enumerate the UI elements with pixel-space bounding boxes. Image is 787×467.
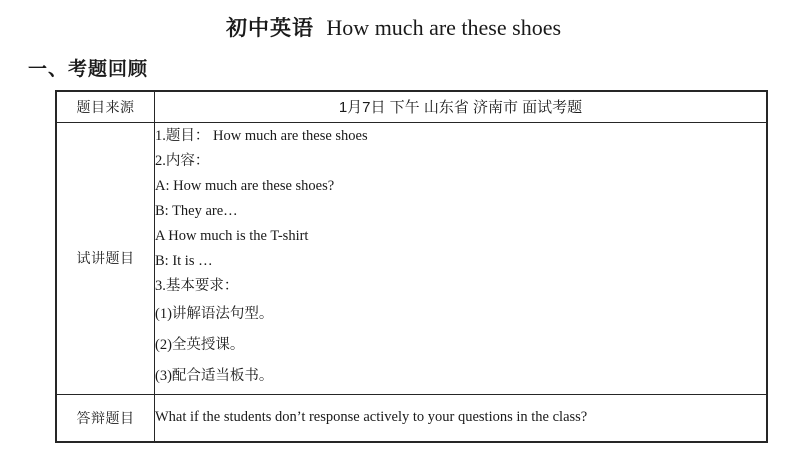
lecture-line: A How much is the T-shirt (155, 228, 309, 244)
lecture-line: (1)讲解语法句型。 (155, 306, 274, 322)
table-row-defense (56, 394, 767, 442)
section-heading: 一、考题回顾 (28, 59, 149, 80)
lecture-line: 1.题目： How much are these shoes (155, 128, 368, 144)
doc-title-chinese: 初中英语 (225, 17, 314, 40)
doc-title (0, 12, 787, 42)
lecture-label: 试讲题目 (56, 122, 155, 394)
doc-title-english: How much are these shoes (326, 15, 562, 40)
lecture-line: (3)配合适当板书。 (155, 368, 274, 384)
table-row-lecture (56, 122, 767, 394)
table-row-source (56, 91, 767, 122)
lecture-line: 2.内容： (155, 153, 210, 169)
source-content: 1月7日 下午 山东省 济南市 面试考题 (155, 91, 768, 122)
defense-label: 答辩题目 (56, 394, 155, 442)
lecture-line: B: It is … (155, 253, 213, 269)
lecture-line: A: How much are these shoes? (155, 178, 335, 194)
source-label: 题目来源 (56, 91, 155, 122)
lecture-content (155, 122, 768, 394)
defense-content: What if the students don’t response actively to your questions in the class? (155, 394, 768, 442)
lecture-line: (2)全英授课。 (155, 337, 245, 353)
lecture-line: 3.基本要求： (155, 278, 239, 294)
exam-review-table (55, 90, 768, 443)
lecture-line: B: They are… (155, 203, 238, 219)
